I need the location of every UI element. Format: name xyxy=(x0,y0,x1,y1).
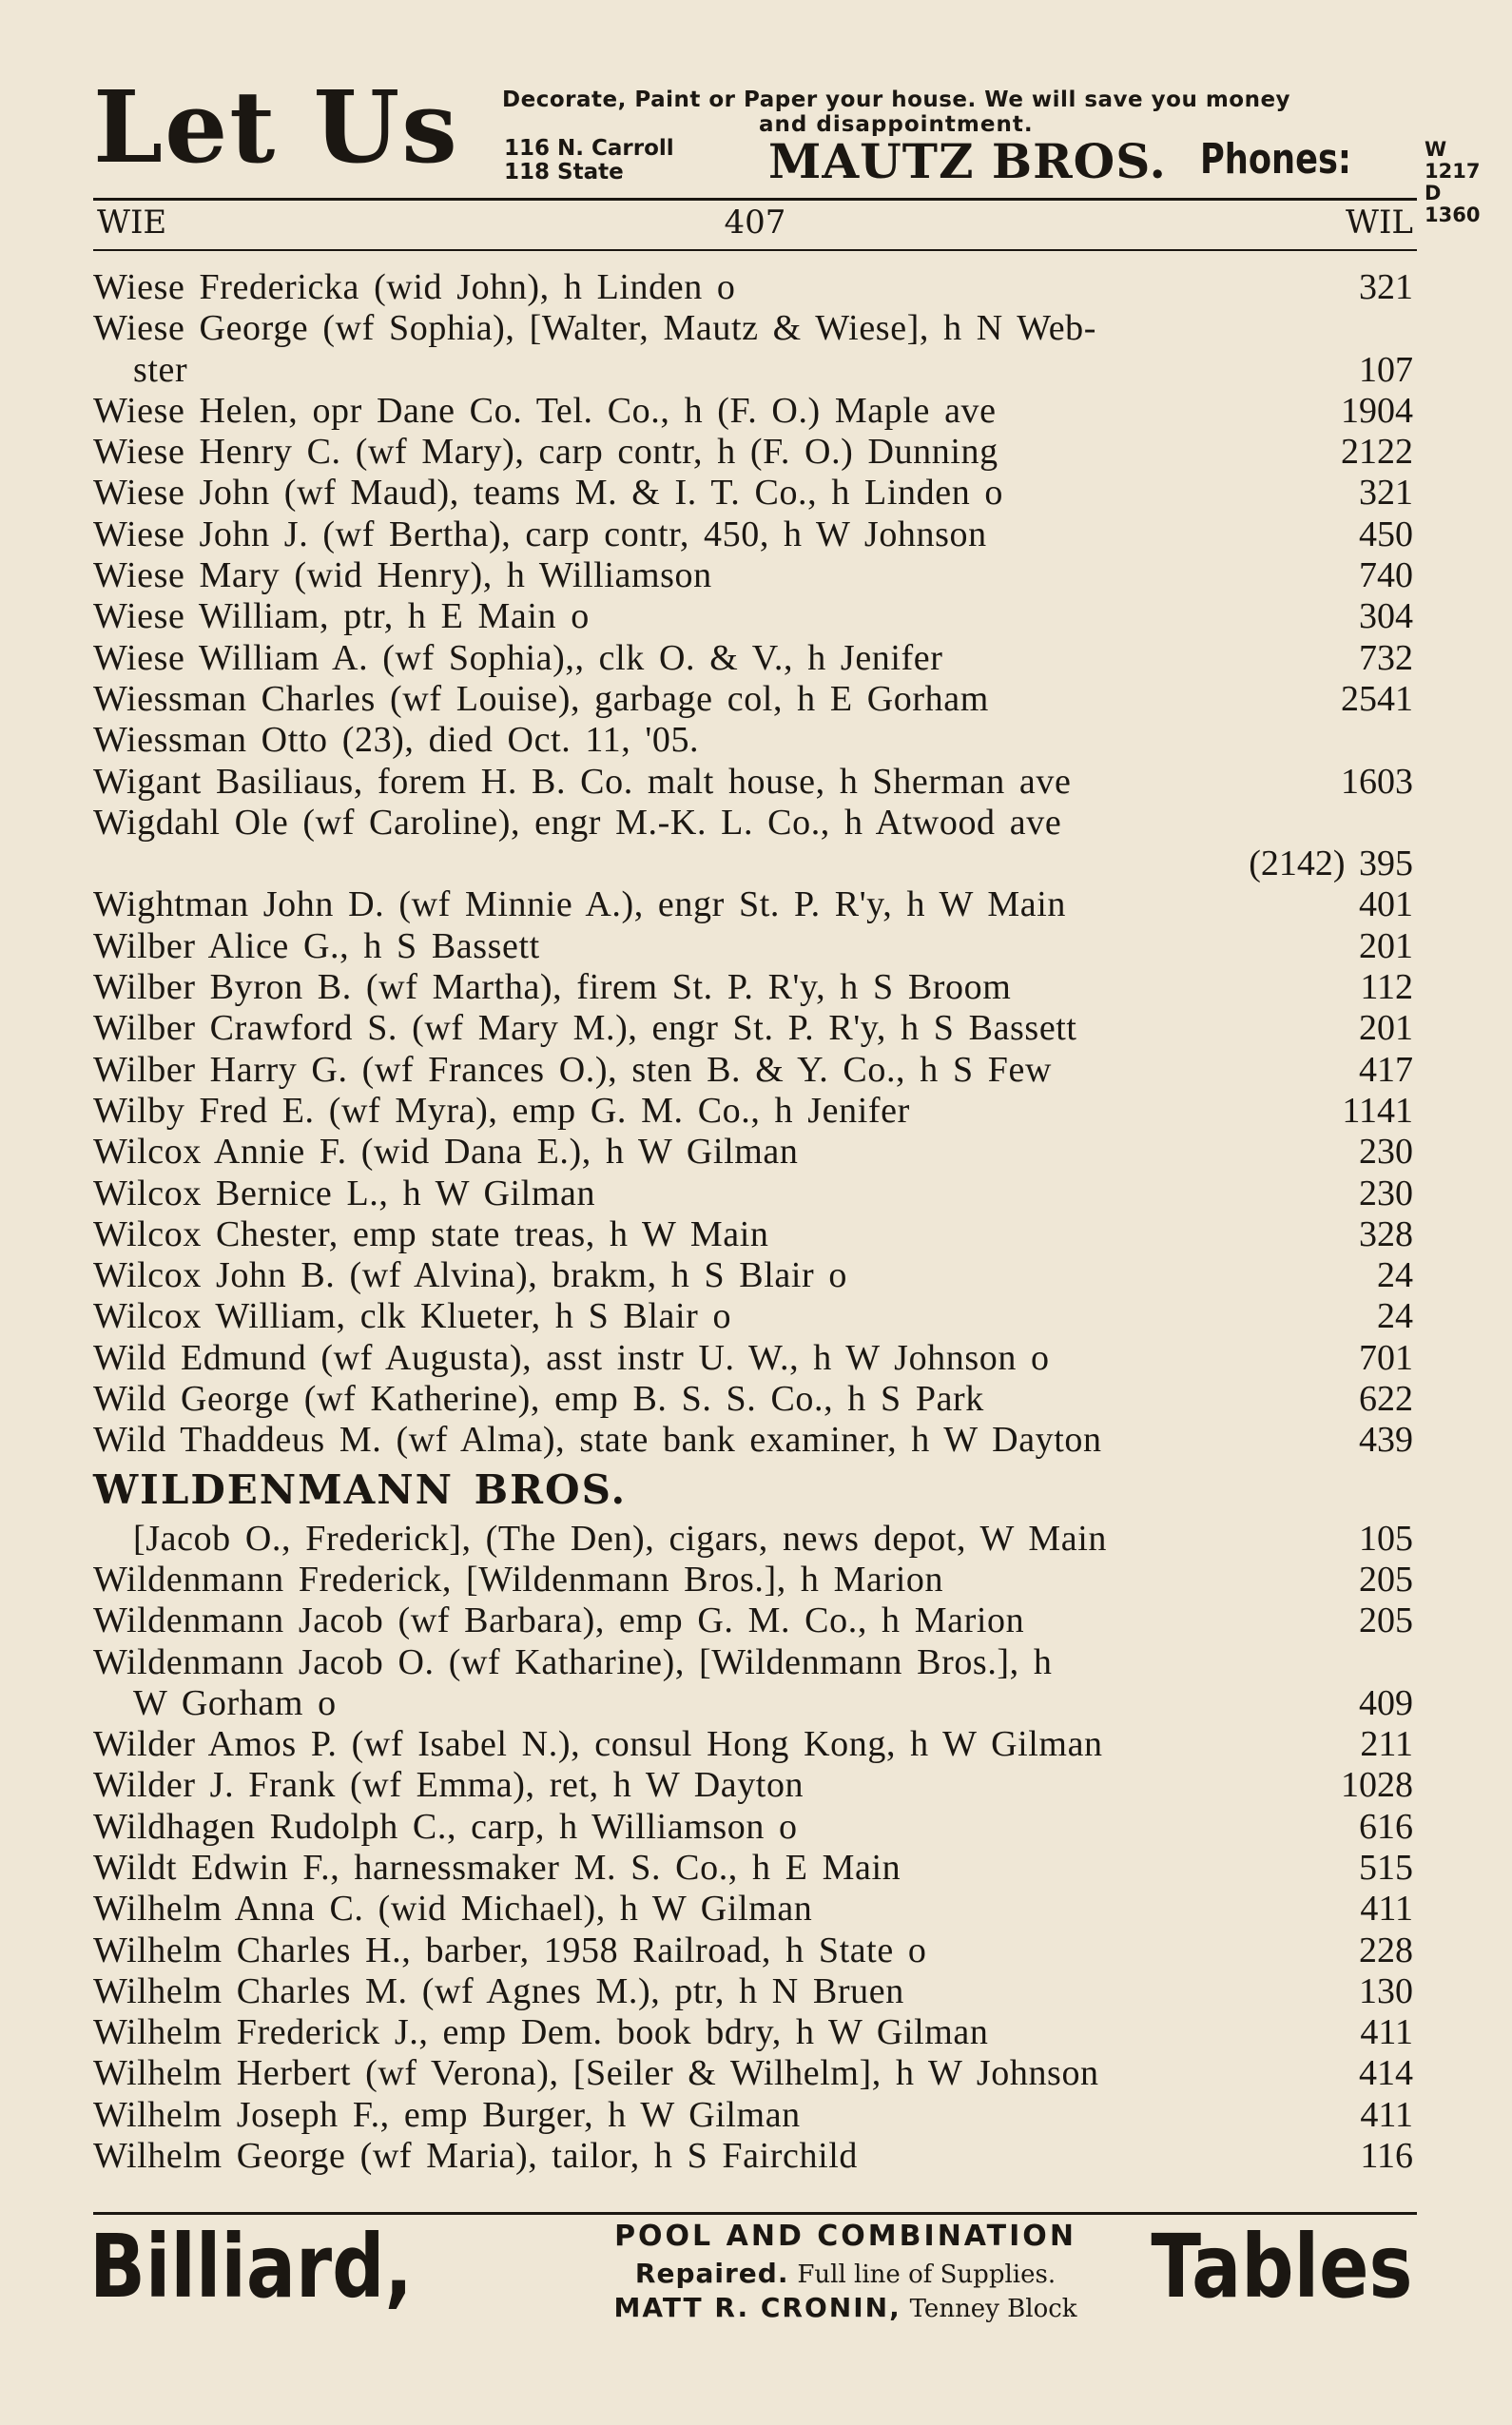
directory-entry xyxy=(93,2053,1417,2094)
directory-entry xyxy=(93,267,1417,308)
directory-entry xyxy=(93,1420,1417,1461)
ad-address-line-2: 118 State xyxy=(504,160,624,184)
directory-entry xyxy=(93,1971,1417,2012)
entry-text: Wiese Helen, opr Dane Co. Tel. Co., h (F. O.) Maple ave xyxy=(93,390,997,431)
running-header xyxy=(93,204,1417,242)
directory-entry xyxy=(93,2095,1417,2136)
directory-entry xyxy=(93,391,1417,432)
entry-house-number: 2541 xyxy=(1341,678,1413,719)
entry-text: Wilder Amos P. (wf Isabel N.), consul Hong Kong, h W Gilman xyxy=(93,1724,1103,1765)
entry-house-number: 205 xyxy=(1359,1600,1413,1641)
directory-entry xyxy=(93,1930,1417,1971)
directory-entry xyxy=(93,1174,1417,1214)
entry-text: Wilhelm Frederick J., emp Dem. book bdry, h W Gilman xyxy=(93,2012,989,2053)
entry-house-number: 439 xyxy=(1359,1420,1413,1461)
directory-entry xyxy=(93,308,1417,349)
directory-entry xyxy=(93,679,1417,720)
ad-billiard-word: Billiard, xyxy=(89,2216,413,2318)
entry-text: Wilhelm Anna C. (wid Michael), h W Gilman xyxy=(93,1889,813,1930)
entry-text: Wigdahl Ole (wf Caroline), engr M.-K. L. Co., h Atwood ave xyxy=(93,802,1062,843)
entry-house-number: 228 xyxy=(1359,1930,1413,1970)
entry-text: Wilber Byron B. (wf Martha), firem St. P. R'y, h S Broom xyxy=(93,967,1012,1008)
entry-house-number: 414 xyxy=(1359,2053,1413,2094)
directory-entry xyxy=(93,1050,1417,1091)
directory-entry xyxy=(93,803,1417,844)
entry-house-number: 201 xyxy=(1359,1008,1413,1049)
ad-repaired: Repaired. xyxy=(634,2258,789,2289)
directory-entry xyxy=(93,1889,1417,1930)
entry-house-number: 411 xyxy=(1360,2094,1413,2135)
entry-house-number: 411 xyxy=(1360,2012,1413,2053)
directory-entry xyxy=(93,2012,1417,2053)
bottom-advertisement xyxy=(89,2216,1421,2330)
directory-entry xyxy=(93,926,1417,967)
entry-text: Wilhelm Charles H., barber, 1958 Railroad, h State o xyxy=(93,1930,927,1970)
entry-house-number: 112 xyxy=(1360,967,1413,1008)
ad-service-line: POOL AND COMBINATION xyxy=(614,2220,1076,2253)
directory-entry xyxy=(93,720,1417,761)
directory-entry xyxy=(93,1519,1417,1560)
directory-entry xyxy=(93,596,1417,637)
entry-text: Wiese William, ptr, h E Main o xyxy=(93,596,590,637)
entry-text: Wildenmann Jacob (wf Barbara), emp G. M. Co., h Marion xyxy=(93,1600,1025,1641)
bottom-rule xyxy=(93,2212,1417,2215)
entry-text: Wilder J. Frank (wf Emma), ret, h W Dayton xyxy=(93,1765,804,1806)
entry-house-number: 616 xyxy=(1359,1806,1413,1847)
ad-lead-text: Let Us xyxy=(93,68,459,185)
entry-text: Wiese John (wf Maud), teams M. & I. T. Co., h Linden o xyxy=(93,473,1003,514)
entry-house-number: 450 xyxy=(1359,514,1413,554)
entry-text: Wilhelm Joseph F., emp Burger, h W Gilman xyxy=(93,2094,801,2135)
entry-house-number: 211 xyxy=(1360,1724,1413,1765)
entry-house-number: 740 xyxy=(1359,555,1413,596)
entry-text: Wiese Mary (wid Henry), h Williamson xyxy=(93,555,712,596)
entry-text: Wiessman Charles (wf Louise), garbage col, h E Gorham xyxy=(93,678,989,719)
entry-house-number: 130 xyxy=(1359,1970,1413,2011)
entry-text: Wilhelm Herbert (wf Verona), [Seiler & Wilhelm], h W Johnson xyxy=(93,2053,1099,2094)
ad-supplies: Full line of Supplies. xyxy=(797,2260,1056,2289)
entry-text: Wilcox John B. (wf Alvina), brakm, h S Blair o xyxy=(93,1255,847,1296)
entry-house-number: 1904 xyxy=(1341,390,1413,431)
entry-house-number: 107 xyxy=(1359,349,1413,390)
entry-text: Wildenmann Frederick, [Wildenmann Bros.], h Marion xyxy=(93,1559,944,1600)
entry-text: Wilcox Bernice L., h W Gilman xyxy=(93,1173,596,1213)
entry-text: Wilby Fred E. (wf Myra), emp G. M. Co., h Jenifer xyxy=(93,1090,910,1131)
directory-entry xyxy=(93,473,1417,514)
section-heading-text: WILDENMANN BROS. xyxy=(93,1465,628,1513)
entry-house-number: 24 xyxy=(1377,1255,1413,1296)
entry-house-number: 321 xyxy=(1359,267,1413,307)
entry-text: Wild George (wf Katherine), emp B. S. S. Co., h S Park xyxy=(93,1379,984,1420)
section-heading xyxy=(93,1462,1417,1519)
page-number: 407 xyxy=(724,204,786,242)
entry-text: Wild Edmund (wf Augusta), asst instr U. W., h W Johnson o xyxy=(93,1337,1050,1378)
entry-house-number: 105 xyxy=(1359,1518,1413,1559)
directory-entry xyxy=(93,1807,1417,1848)
directory-entry xyxy=(93,2136,1417,2177)
ad-phone-1: W 1217 xyxy=(1425,138,1481,183)
directory-entry xyxy=(93,1379,1417,1420)
entry-text: Wiessman Otto (23), died Oct. 11, '05. xyxy=(93,720,700,761)
directory-entry xyxy=(93,514,1417,555)
header-range-end: WIL xyxy=(1346,204,1413,242)
entry-text: Wigant Basiliaus, forem H. B. Co. malt house, h Sherman ave xyxy=(93,761,1072,802)
entry-house-number: 230 xyxy=(1359,1132,1413,1173)
entry-house-number: 409 xyxy=(1359,1682,1413,1723)
directory-entry xyxy=(93,1848,1417,1889)
directory-entry xyxy=(93,432,1417,473)
directory-entry xyxy=(93,638,1417,679)
ad-firm-name: MAUTZ BROS. xyxy=(768,133,1167,189)
entry-house-number: 2122 xyxy=(1341,432,1413,473)
entry-house-number: 205 xyxy=(1359,1559,1413,1600)
ad-address xyxy=(504,137,674,184)
entry-text: Wildenmann Jacob O. (wf Katharine), [Wildenmann Bros.], h xyxy=(93,1641,1053,1682)
ad-phones-label: Phones: xyxy=(1200,135,1352,184)
directory-entry xyxy=(93,1296,1417,1337)
ad-phone-2: D 1360 xyxy=(1425,182,1481,226)
directory-entry xyxy=(93,1338,1417,1379)
entry-text: Wildt Edwin F., harnessmaker M. S. Co., h E Main xyxy=(93,1847,901,1888)
entry-house-number: (2142) 395 xyxy=(1249,844,1413,884)
ad-address-line-1: 116 N. Carroll xyxy=(504,136,674,161)
entry-text: [Jacob O., Frederick], (The Den), cigars, news depot, W Main xyxy=(133,1518,1108,1559)
directory-entry xyxy=(93,1214,1417,1255)
directory-entry xyxy=(93,1255,1417,1296)
directory-entry xyxy=(93,1600,1417,1641)
entry-house-number: 321 xyxy=(1359,473,1413,514)
entry-house-number: 1028 xyxy=(1341,1765,1413,1806)
entry-house-number: 304 xyxy=(1359,596,1413,637)
directory-entry xyxy=(93,1683,1417,1724)
entry-text: ster xyxy=(133,349,188,390)
directory-entry xyxy=(93,555,1417,596)
ad-tagline-cont: and disappointment. xyxy=(759,112,1034,137)
entry-text: Wiese Henry C. (wf Mary), carp contr, h (F. O.) Dunning xyxy=(93,432,998,473)
directory-entry xyxy=(93,762,1417,803)
entry-text: Wild Thaddeus M. (wf Alma), state bank examiner, h W Dayton xyxy=(93,1420,1102,1461)
entry-text: Wilcox Annie F. (wid Dana E.), h W Gilman xyxy=(93,1132,799,1173)
entry-house-number: 1141 xyxy=(1342,1090,1413,1131)
ad-contact-line xyxy=(479,2292,1212,2323)
entry-text: Wilcox Chester, emp state treas, h W Main xyxy=(93,1213,769,1254)
entry-house-number: 515 xyxy=(1359,1847,1413,1888)
top-rule xyxy=(93,198,1417,201)
ad-repair-line xyxy=(479,2258,1212,2289)
directory-entry xyxy=(93,884,1417,925)
directory-entry xyxy=(93,350,1417,391)
directory-entry xyxy=(93,1560,1417,1600)
directory-entry xyxy=(93,1765,1417,1806)
ad-tables-word: Tables xyxy=(1151,2216,1413,2318)
entry-house-number: 401 xyxy=(1359,884,1413,925)
entry-house-number: 230 xyxy=(1359,1173,1413,1213)
entry-house-number: 116 xyxy=(1360,2136,1413,2177)
entry-text: Wilcox William, clk Klueter, h S Blair o xyxy=(93,1296,732,1337)
directory-entry xyxy=(93,1642,1417,1683)
directory-entry xyxy=(93,1724,1417,1765)
entry-text: W Gorham o xyxy=(133,1682,337,1723)
entry-text: Wilber Crawford S. (wf Mary M.), engr St. P. R'y, h S Bassett xyxy=(93,1008,1077,1049)
entry-house-number: 201 xyxy=(1359,925,1413,966)
entry-house-number: 328 xyxy=(1359,1213,1413,1254)
entry-text: Wiese Fredericka (wid John), h Linden o xyxy=(93,267,736,307)
entry-house-number: 1603 xyxy=(1341,761,1413,802)
directory-entry xyxy=(93,844,1417,884)
entry-text: Wilber Harry G. (wf Frances O.), sten B. & Y. Co., h S Few xyxy=(93,1049,1053,1090)
entry-text: Wiese John J. (wf Bertha), carp contr, 450, h W Johnson xyxy=(93,514,987,554)
entry-text: Wilhelm Charles M. (wf Agnes M.), ptr, h N Bruen xyxy=(93,1970,904,2011)
entry-text: Wildhagen Rudolph C., carp, h Williamson o xyxy=(93,1806,798,1847)
ad-proprietor: MATT R. CRONIN, xyxy=(613,2292,901,2323)
header-range-start: WIE xyxy=(97,204,167,242)
header-rule xyxy=(93,249,1417,251)
entry-house-number: 732 xyxy=(1359,637,1413,678)
directory-entry xyxy=(93,1132,1417,1173)
ad-location: Tenney Block xyxy=(909,2295,1077,2323)
entry-text: Wiese William A. (wf Sophia),, clk O. & V., h Jenifer xyxy=(93,637,943,678)
directory-entry xyxy=(93,967,1417,1008)
entry-text: Wilber Alice G., h S Bassett xyxy=(93,925,540,966)
directory-listings xyxy=(93,267,1417,2177)
ad-phone-numbers xyxy=(1425,139,1480,226)
entry-house-number: 24 xyxy=(1377,1296,1413,1337)
entry-house-number: 701 xyxy=(1359,1337,1413,1378)
entry-text: Wilhelm George (wf Maria), tailor, h S Fairchild xyxy=(93,2136,859,2177)
entry-house-number: 622 xyxy=(1359,1379,1413,1420)
entry-text: Wiese George (wf Sophia), [Walter, Mautz & Wiese], h N Web- xyxy=(93,308,1097,349)
directory-entry xyxy=(93,1008,1417,1049)
entry-text: Wightman John D. (wf Minnie A.), engr St. P. R'y, h W Main xyxy=(93,884,1066,925)
entry-house-number: 411 xyxy=(1360,1889,1413,1930)
directory-entry xyxy=(93,1091,1417,1132)
ad-tagline: Decorate, Paint or Paper your house. We will save you money xyxy=(502,87,1291,112)
entry-house-number: 417 xyxy=(1359,1049,1413,1090)
